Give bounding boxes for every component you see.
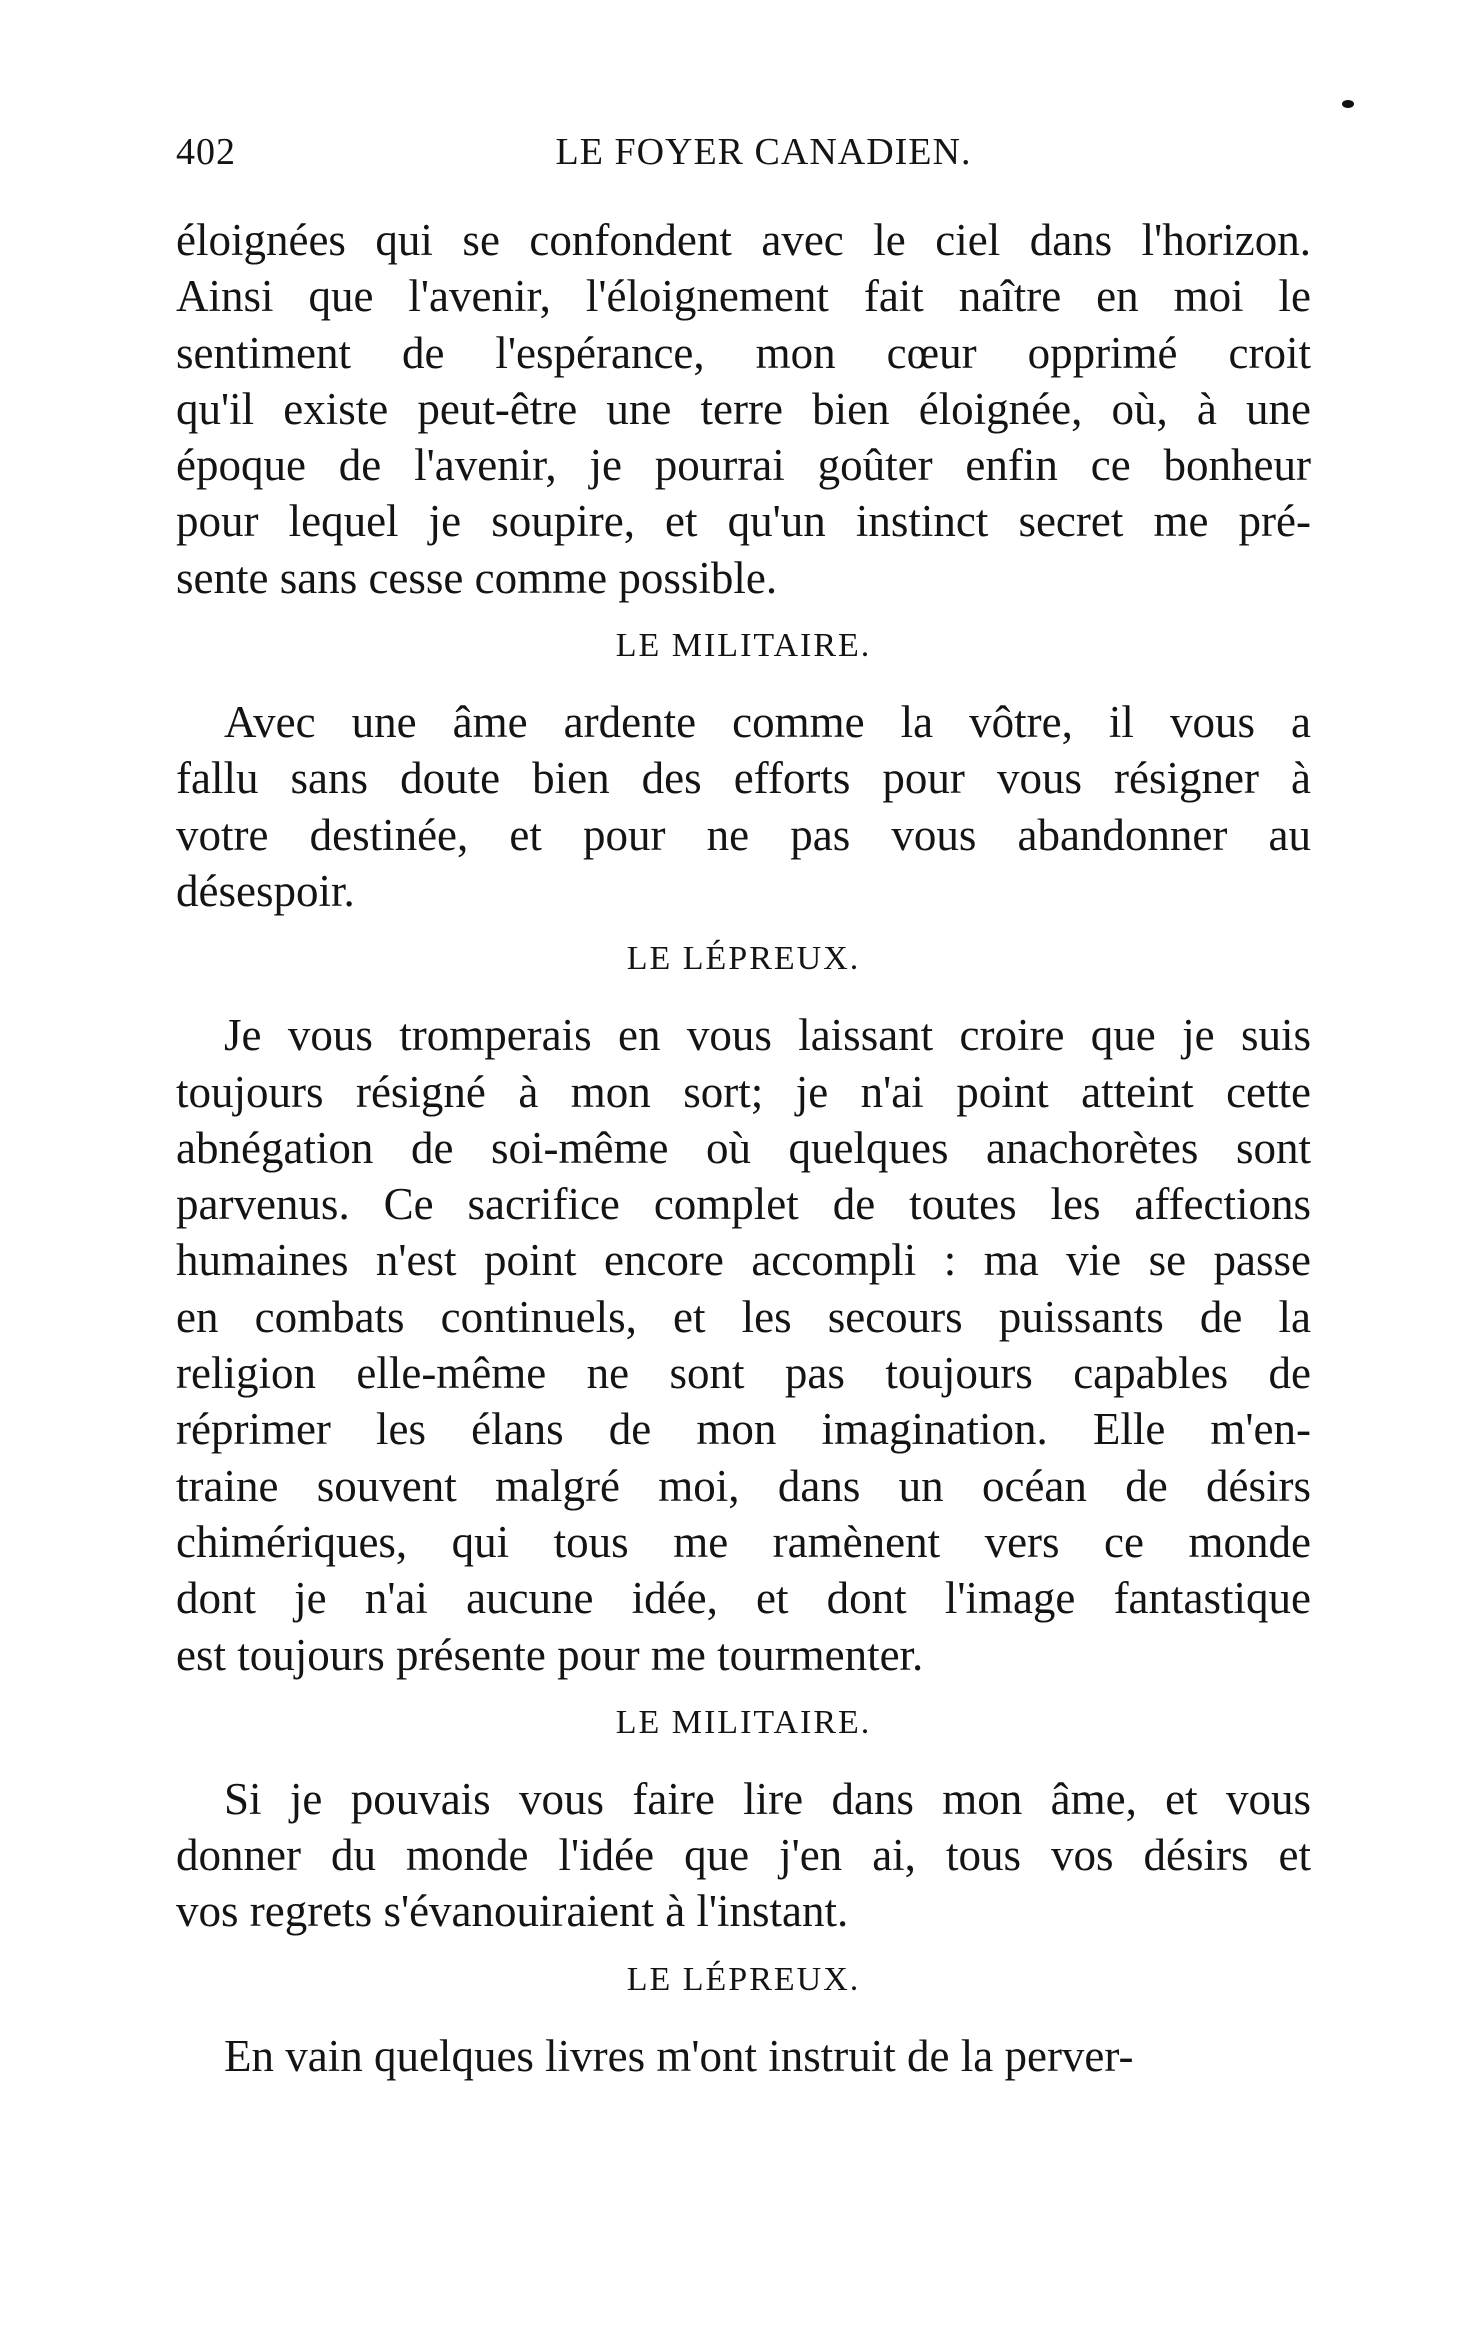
text-line: donner du monde l'idée que j'en ai, tous vos désirs et [176, 1830, 1311, 1881]
text-line: vos regrets s'évanouiraient à l'instant. [176, 1886, 849, 1937]
text-line: Ainsi que l'avenir, l'éloignement fait naître en moi le [176, 271, 1311, 322]
text-line: toujours résigné à mon sort; je n'ai point atteint cette [176, 1066, 1311, 1117]
paragraph [176, 212, 1311, 606]
text-line: fallu sans doute bien des efforts pour vous résigner à [176, 753, 1311, 804]
text-line: En vain quelques livres m'ont instruit de la perver- [224, 2030, 1134, 2081]
speaker-heading: LE MILITAIRE. [615, 627, 872, 665]
text-line: réprimer les élans de mon imagination. Elle m'en- [176, 1404, 1311, 1455]
text-line: chimériques, qui tous me ramènent vers ce monde [176, 1516, 1311, 1567]
text-line: traine souvent malgré moi, dans un océan de désirs [176, 1460, 1311, 1511]
speaker-heading: LE LÉPREUX. [626, 1960, 861, 1998]
text-line: parvenus. Ce sacrifice complet de toutes les affections [176, 1179, 1311, 1230]
paragraph [176, 694, 1311, 919]
paragraph [176, 1007, 1311, 1683]
text-line: humaines n'est point encore accompli : ma vie se passe [176, 1235, 1311, 1286]
text-line: sentiment de l'espérance, mon cœur opprimé croit [176, 327, 1311, 378]
text-line: Si je pouvais vous faire lire dans mon âme, et vous [224, 1773, 1311, 1824]
text-line: en combats continuels, et les secours puissants de la [176, 1291, 1311, 1342]
text-line: abnégation de soi-même où quelques anachorètes sont [176, 1122, 1311, 1173]
speaker-heading: LE LÉPREUX. [626, 940, 861, 978]
text-line: votre destinée, et pour ne pas vous abandonner au [176, 809, 1311, 860]
text-line: qu'il existe peut-être une terre bien éloignée, où, à une [176, 383, 1311, 434]
text-line: éloignées qui se confondent avec le ciel dans l'horizon. [176, 215, 1311, 265]
speaker-heading: LE MILITAIRE. [615, 1703, 872, 1741]
text-line: Avec une âme ardente comme la vôtre, il vous a [224, 697, 1311, 748]
text-line: Je vous tromperais en vous laissant croire que je suis [224, 1010, 1311, 1061]
text-line: est toujours présente pour me tourmenter. [176, 1629, 924, 1680]
page-body [176, 212, 1311, 2084]
paragraph [176, 2028, 1311, 2084]
page-number: 402 [176, 131, 236, 173]
text-line: religion elle-même ne sont pas toujours capables de [176, 1348, 1311, 1399]
text-line: désespoir. [176, 865, 355, 916]
running-title: LE FOYER CANADIEN. [555, 131, 972, 173]
text-line: époque de l'avenir, je pourrai goûter enfin ce bonheur [176, 440, 1311, 491]
page-header [176, 130, 1311, 180]
text-line: sente sans cesse comme possible. [176, 552, 778, 603]
text-line: dont je n'ai aucune idée, et dont l'image fantastique [176, 1573, 1311, 1624]
paragraph [176, 1771, 1311, 1940]
ink-speck [1342, 100, 1354, 108]
text-line: pour lequel je soupire, et qu'un instinct secret me pré- [176, 496, 1311, 547]
